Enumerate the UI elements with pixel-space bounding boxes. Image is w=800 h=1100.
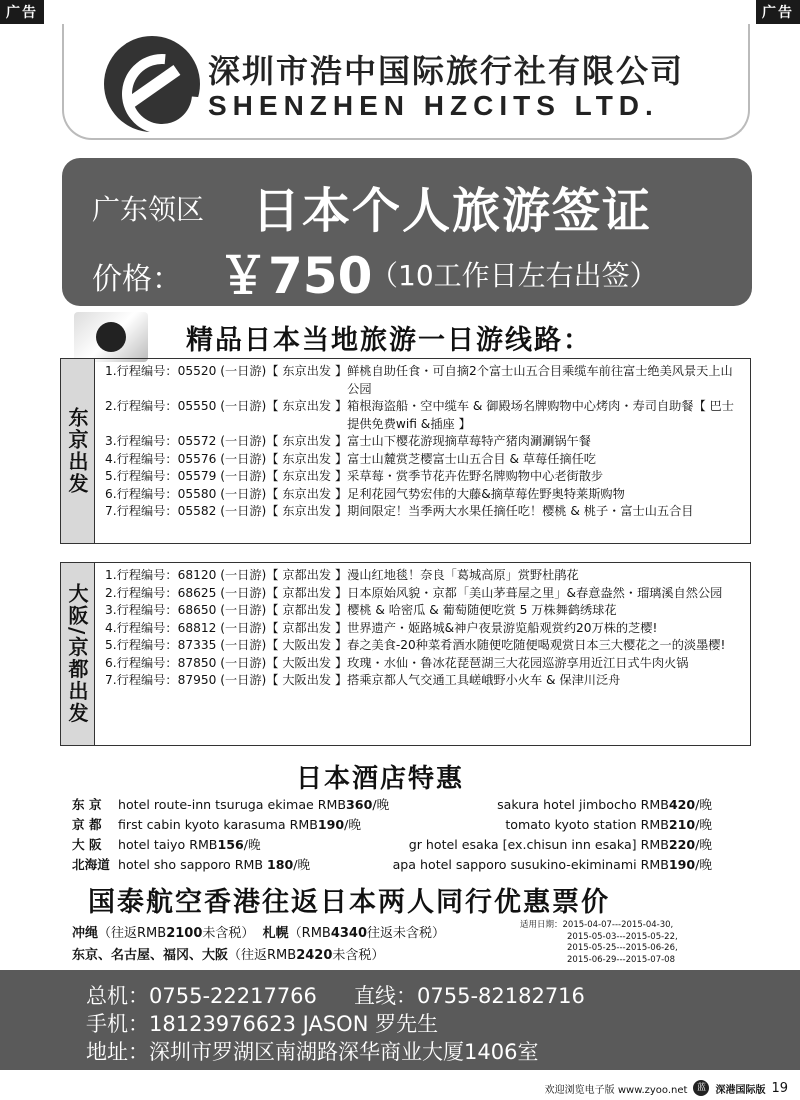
hotel-row bbox=[72, 854, 712, 874]
route-item bbox=[105, 637, 742, 655]
osaka-routes-box bbox=[60, 562, 751, 746]
route-item bbox=[105, 567, 742, 585]
visa-note: （10工作日左右出签） bbox=[370, 259, 658, 292]
tokyo-routes-box bbox=[60, 358, 751, 544]
hotel-price: 190 bbox=[317, 817, 345, 832]
hotel-left-offer bbox=[118, 854, 310, 873]
visa-region: 广东领区 bbox=[92, 193, 205, 226]
route-item bbox=[105, 585, 742, 603]
osaka-side-text: 大阪/京都出发 bbox=[65, 583, 89, 725]
hotel-price: 180 bbox=[266, 857, 294, 872]
route-item bbox=[105, 398, 742, 433]
contact-direct-line: 直线：0755-82182716 bbox=[354, 984, 585, 1008]
fare-others-post: 未含税） bbox=[332, 948, 385, 963]
route-description: 搭乘京都人气交通工具嵯峨野小火车 & 保津川泛舟 bbox=[347, 673, 621, 687]
fare-okinawa-price: 2100 bbox=[166, 926, 203, 941]
fare-okinawa-sapporo bbox=[72, 922, 445, 941]
visa-title: 日本个人旅游签证 bbox=[252, 183, 653, 239]
hotel-name: apa hotel sapporo susukino-ekiminami RMB bbox=[392, 857, 669, 872]
hotel-right-offer bbox=[409, 834, 712, 853]
route-code: 7.行程编号：87950 (一日游)【 大阪出发 】 bbox=[105, 673, 348, 687]
hotel-city: 东 京 bbox=[72, 797, 102, 812]
fare-others-pre: （往返RMB bbox=[228, 948, 297, 963]
route-code: 6.行程编号：05580 (一日游)【 东京出发 】 bbox=[105, 486, 348, 501]
fare-sapporo-city: 札幌 bbox=[262, 926, 289, 941]
hotel-row bbox=[72, 794, 712, 814]
route-code: 1.行程编号：05520 (一日游)【 东京出发 】 bbox=[105, 364, 348, 378]
hotel-price: 156 bbox=[217, 837, 244, 852]
route-description: 春之美食-20种菜肴酒水随便吃随便喝观赏日本三大樱花之一的淡墨樱! bbox=[347, 638, 726, 652]
fare-date-range: 2015-06-29---2015-07-08 bbox=[567, 954, 675, 965]
company-name-cn: 深圳市浩中国际旅行社有限公司 bbox=[208, 52, 685, 90]
fare-sapporo-post: 往返未含税） bbox=[367, 926, 446, 941]
route-description: 樱桃 & 哈密瓜 & 葡萄随便吃赏 5 万株舞鹤绣球花 bbox=[347, 603, 617, 617]
tokyo-side-text: 东京出发 bbox=[65, 407, 89, 495]
company-logo-icon bbox=[104, 36, 200, 132]
hotel-price: 210 bbox=[668, 817, 696, 832]
fare-others-city: 东京、名古屋、福冈、大阪 bbox=[72, 948, 229, 963]
route-code: 3.行程编号：05572 (一日游)【 东京出发 】 bbox=[105, 434, 348, 448]
hotel-left-offer bbox=[118, 814, 361, 833]
hotel-name: hotel route-inn tsuruga ekimae RMB bbox=[118, 797, 347, 812]
hotel-unit: /晚 bbox=[372, 797, 390, 812]
hotel-unit: /晚 bbox=[695, 797, 712, 812]
hotel-name: tomato kyoto station RMB bbox=[505, 817, 669, 832]
hotel-right-offer bbox=[505, 814, 712, 833]
fare-date-range: 2015-04-07---2015-04-30, bbox=[562, 920, 674, 930]
ad-label-left: 广告 bbox=[0, 0, 44, 24]
route-item bbox=[105, 486, 742, 504]
route-description: 足利花园气势宏伟的大藤&摘草莓佐野奥特莱斯购物 bbox=[347, 486, 625, 501]
hotel-left-offer bbox=[118, 794, 389, 813]
flag-sun-icon bbox=[96, 322, 126, 352]
tokyo-side-label bbox=[61, 359, 95, 543]
route-description: 期间限定！当季两大水果任摘任吃！樱桃 & 桃子・富士山五合目 bbox=[347, 504, 694, 518]
visa-banner bbox=[62, 158, 752, 306]
route-code: 1.行程编号：68120 (一日游)【 京都出发 】 bbox=[105, 568, 348, 582]
hotel-unit: /晚 bbox=[243, 837, 261, 852]
route-item bbox=[105, 602, 742, 620]
route-item bbox=[105, 433, 742, 451]
contact-main-line: 总机：0755-22217766 bbox=[86, 984, 317, 1008]
fare-sapporo-price: 4340 bbox=[330, 926, 368, 941]
hotel-name: hotel taiyo RMB bbox=[118, 837, 218, 852]
hotel-unit: /晚 bbox=[695, 817, 712, 832]
hotel-row bbox=[72, 834, 712, 854]
hotel-name: gr hotel esaka [ex.chisun inn esaka] RMB bbox=[408, 837, 669, 852]
hotel-price: 360 bbox=[346, 797, 373, 812]
page-footer bbox=[0, 1074, 800, 1100]
route-code: 5.行程编号：87335 (一日游)【 大阪出发 】 bbox=[105, 638, 348, 652]
flights-heading: 国泰航空香港往返日本两人同行优惠票价 bbox=[88, 887, 610, 918]
hotel-name: hotel sho sapporo RMB bbox=[118, 857, 267, 872]
fare-dates bbox=[520, 920, 678, 966]
tours-heading: 精品日本当地旅游一日游线路： bbox=[186, 325, 592, 356]
ad-label-right: 广告 bbox=[756, 0, 800, 24]
hotel-right-offer bbox=[393, 854, 712, 873]
route-description: 富士山麓赏芝樱富士山五合目 & 草莓任摘任吃 bbox=[347, 451, 596, 466]
hotel-price: 220 bbox=[668, 837, 696, 852]
route-item bbox=[105, 655, 742, 673]
route-code: 4.行程编号：68812 (一日游)【 京都出发 】 bbox=[105, 620, 348, 635]
route-description: 世界遗产・姬路城&神户夜景游览船观赏约20万株的芝樱! bbox=[347, 620, 658, 635]
contact-panel bbox=[0, 970, 800, 1070]
contact-mobile: 手机：18123976623 JASON 罗先生 bbox=[86, 1012, 439, 1036]
hotel-name: first cabin kyoto karasuma RMB bbox=[118, 817, 318, 832]
route-code: 7.行程编号：05582 (一日游)【 东京出发 】 bbox=[105, 504, 348, 518]
route-code: 6.行程编号：87850 (一日游)【 大阪出发 】 bbox=[105, 655, 348, 670]
tokyo-route-list bbox=[95, 359, 750, 543]
company-name-en: SHENZHEN HZCITS LTD. bbox=[208, 90, 659, 121]
hotel-city: 大 阪 bbox=[72, 837, 102, 852]
hotel-city: 北海道 bbox=[72, 857, 110, 872]
route-description: 箱根海盗船・空中缆车 & 御殿场名牌购物中心烤肉・寿司自助餐【 巴士提供免费wifi &插座 】 bbox=[347, 399, 734, 431]
route-description: 玫瑰・水仙・鲁冰花琵琶湖三大花园巡游享用近江日式牛肉火锅 bbox=[347, 655, 689, 670]
fare-others-price: 2420 bbox=[296, 948, 333, 963]
route-description: 采草莓・赏季节花卉佐野名牌购物中心老街散步 bbox=[347, 469, 604, 483]
route-item bbox=[105, 620, 742, 638]
visa-price: ￥750 bbox=[218, 247, 373, 305]
route-item bbox=[105, 363, 742, 398]
route-item bbox=[105, 451, 742, 469]
hotel-unit: /晚 bbox=[695, 837, 712, 852]
hotel-price: 190 bbox=[668, 857, 696, 872]
hotel-name: sakura hotel jimbocho RMB bbox=[497, 797, 669, 812]
route-description: 富士山下樱花游现摘草莓特产猪肉涮涮锅午餐 bbox=[347, 434, 591, 448]
route-code: 5.行程编号：05579 (一日游)【 东京出发 】 bbox=[105, 469, 348, 483]
publisher-logo-icon: 蓝 bbox=[693, 1080, 709, 1096]
visa-price-label: 价格： bbox=[92, 262, 182, 297]
fare-date-range: 2015-05-03---2015-05-22, bbox=[567, 931, 678, 942]
hotel-unit: /晚 bbox=[695, 857, 712, 872]
route-description: 鲜桃自助任食・可自摘2个富士山五合目乘缆车前往富士绝美风景天上山公园 bbox=[347, 364, 733, 396]
route-item bbox=[105, 468, 742, 486]
route-description: 日本原始风貌・京都「美山茅葺屋之里」&春意盎然・瑠璃溪自然公园 bbox=[347, 585, 723, 600]
osaka-side-label bbox=[61, 563, 95, 745]
footer-text: 欢迎浏览电子版 www.zyoo.net bbox=[544, 1084, 688, 1096]
fare-dates-label: 适用日期： bbox=[520, 920, 563, 930]
hotel-row bbox=[72, 814, 712, 834]
route-item bbox=[105, 503, 742, 521]
hotel-price: 420 bbox=[668, 797, 696, 812]
fare-sapporo-pre: （RMB bbox=[288, 926, 331, 941]
fare-date-range: 2015-05-25---2015-06-26, bbox=[567, 943, 678, 953]
fare-okinawa-post: 未含税） bbox=[202, 926, 255, 941]
route-description: 漫山红地毯！奈良「葛城高原」赏野杜鹃花 bbox=[347, 568, 579, 582]
hotel-unit: /晚 bbox=[344, 817, 361, 832]
hotel-city: 京 都 bbox=[72, 817, 102, 832]
route-code: 3.行程编号：68650 (一日游)【 京都出发 】 bbox=[105, 603, 348, 617]
route-code: 4.行程编号：05576 (一日游)【 东京出发 】 bbox=[105, 451, 348, 466]
route-code: 2.行程编号：68625 (一日游)【 京都出发 】 bbox=[105, 585, 348, 600]
fare-okinawa-city: 冲绳 bbox=[72, 926, 99, 941]
fare-okinawa-pre: （往返RMB bbox=[98, 926, 167, 941]
route-item bbox=[105, 672, 742, 690]
fare-others bbox=[72, 944, 384, 963]
contact-address: 地址：深圳市罗湖区南湖路深华商业大厦1406室 bbox=[86, 1040, 539, 1064]
hotels-heading: 日本酒店特惠 bbox=[296, 764, 465, 794]
page-number: 19 bbox=[771, 1080, 788, 1096]
hotel-right-offer bbox=[497, 794, 712, 813]
osaka-route-list bbox=[95, 563, 750, 745]
route-code: 2.行程编号：05550 (一日游)【 东京出发 】 bbox=[105, 399, 348, 413]
footer-edition: 深港国际版 bbox=[715, 1084, 766, 1096]
hotel-unit: /晚 bbox=[293, 857, 311, 872]
hotel-left-offer bbox=[118, 834, 261, 853]
